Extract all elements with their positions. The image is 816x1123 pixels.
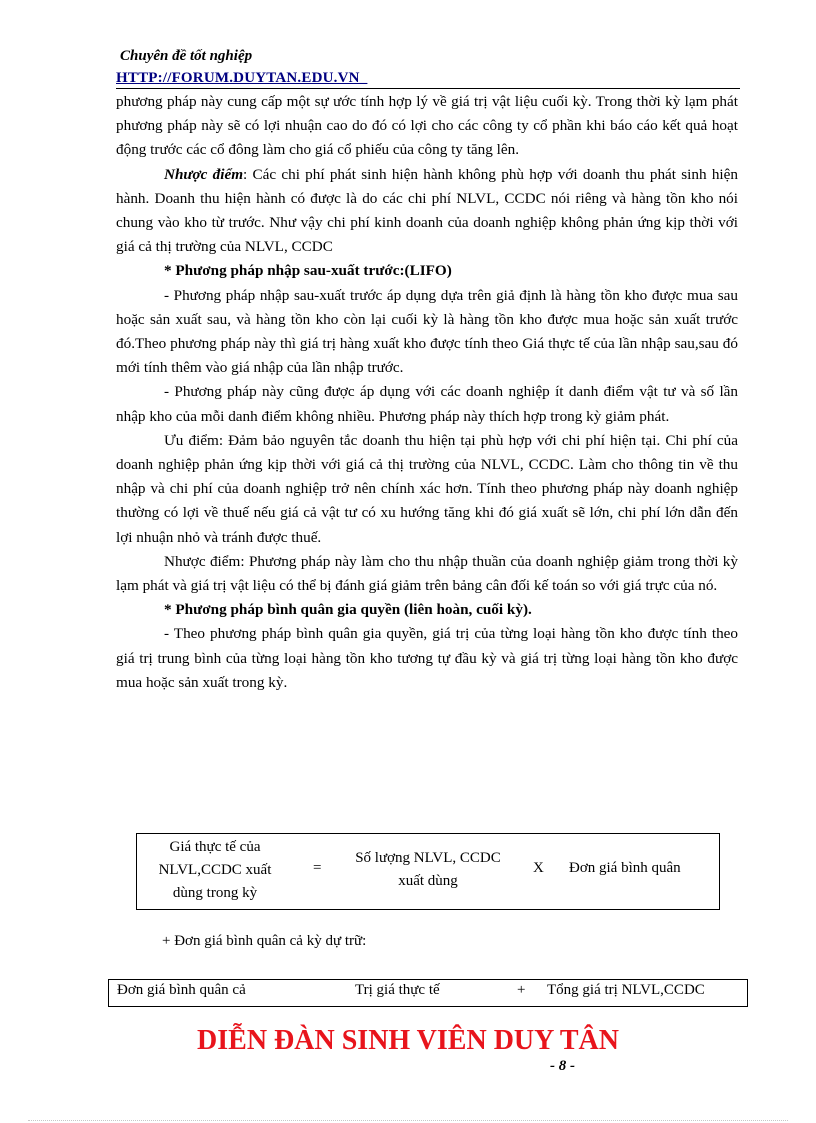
formula2-total-value-label: Tổng giá trị NLVL,CCDC — [547, 982, 705, 998]
formula-equals-sign: = — [313, 860, 322, 876]
formula-mid-line-1: Số lượng NLVL, CCDC — [355, 850, 501, 866]
formula-left-line-1: Giá thực tế của — [169, 839, 261, 855]
page-number: - 8 - — [550, 1058, 575, 1074]
document-body — [116, 90, 738, 695]
heading-weighted-average: * Phương pháp bình quân gia quyền (liên hoàn, cuối kỳ). — [164, 601, 532, 619]
forum-link[interactable]: HTTP://FORUM.DUYTAN.EDU.VN_ — [116, 70, 368, 86]
unit-price-period-label: + Đơn giá bình quân cả kỳ dự trữ: — [162, 933, 367, 949]
heading-lifo: * Phương pháp nhập sau-xuất trước:(LIFO) — [164, 262, 452, 280]
formula2-unit-price-label: Đơn giá bình quân cả — [117, 982, 246, 998]
formula-box-issued-cost — [136, 833, 720, 910]
formula2-plus-sign: + — [517, 982, 526, 998]
formula-actual-cost-term — [145, 836, 285, 905]
footer-brand-banner: DIỄN ĐÀN SINH VIÊN DUY TÂN — [197, 1025, 619, 1056]
paragraph-lifo-advantage: Ưu điểm: Đảm bảo nguyên tắc doanh thu hiện tại phù hợp với chi phí hiện tại. Chi phí của doanh nghiệp phản ứng kịp thời với giá cả thị trường của NLVL, CCDC. Làm cho thông tin về thu nhập và chi phí của doanh nghiệp trở nên chính xác hơn. Tính theo phương pháp này doanh nghiệp thường có lợi về thuế nếu giá cả vật tư có xu hướng tăng khi đó giá xuất sẽ lớn, chi phí lớn dẫn đến lợi nhuận nhỏ và tránh được thuế. — [116, 431, 738, 546]
label-disadvantage: Nhược điểm — [164, 165, 244, 183]
header-title: Chuyên đề tốt nghiệp — [120, 48, 253, 64]
paragraph-weighted-average: - Theo phương pháp bình quân gia quyền, giá trị của từng loại hàng tồn kho được tính theo giá trị trung bình của từng loại hàng tồn kho tương tự đầu kỳ và giá trị từng loại hàng tồn kho được mua hoặc sản xuất trong kỳ. — [116, 625, 738, 691]
paragraph-fifo-disadvantage — [116, 163, 738, 260]
formula-multiply-sign: X — [533, 860, 544, 876]
formula-mid-line-2: xuất dùng — [398, 873, 458, 889]
formula-left-line-2: NLVL,CCDC xuất — [158, 862, 272, 878]
formula-unit-price-term: Đơn giá bình quân — [569, 860, 681, 876]
text-disadvantage: : Các chi phí phát sinh hiện hành không phù hợp với doanh thu phát sinh hiện hành. Doanh thu hiện hành có được là do các chi phí NLVL, CCDC nói riêng và hàng tồn kho nói chung vào kho từ trước. Như vậy chi phí kinh doanh của doanh nghiệp không phản ứng kịp thời với giá cả thị trường của NLVL, CCDC — [116, 165, 738, 256]
paragraph-lifo-disadvantage: Nhược điểm: Phương pháp này làm cho thu nhập thuần của doanh nghiệp giảm trong thời kỳ lạm phát và giá trị vật liệu có thể bị đánh giá giảm trên bảng cân đối kế toán so với giá trực của nó. — [116, 552, 738, 595]
paragraph-lifo-definition: - Phương pháp nhập sau-xuất trước áp dụng dựa trên giả định là hàng tồn kho được mua sau hoặc sản xuất sau, và hàng tồn kho còn lại cuối kỳ là hàng tồn kho được mua hoặc sản xuất trước đó.Theo phương pháp này thì giá trị hàng xuất kho được tính theo Giá thực tế của lần nhập sau,sau đó mới tính thêm vào giá nhập của lần nhập trước. — [116, 286, 738, 377]
paragraph-lifo-applicability: - Phương pháp này cũng được áp dụng với các doanh nghiệp ít danh điểm vật tư và số lần nhập kho của mỗi danh điểm không nhiều. Phương pháp này thích hợp trong kỳ giảm phát. — [116, 383, 738, 425]
header-divider — [116, 88, 740, 89]
formula-box-unit-price — [108, 979, 748, 1007]
formula-quantity-term — [333, 847, 523, 893]
formula2-actual-value-label: Trị giá thực tế — [355, 982, 440, 998]
formula-left-line-3: dùng trong kỳ — [172, 885, 258, 901]
paragraph-fifo-conclusion: phương pháp này cung cấp một sự ước tính hợp lý về giá trị vật liệu cuối kỳ. Trong thời kỳ lạm phát phương pháp này sẽ có lợi nhuận cao do đó có lợi cho các công ty cổ phần khi báo cáo kết quả hoạt động trước các cổ đông làm cho giá cổ phiếu của công ty tăng lên. — [116, 93, 738, 159]
page-bottom-divider — [28, 1120, 788, 1121]
